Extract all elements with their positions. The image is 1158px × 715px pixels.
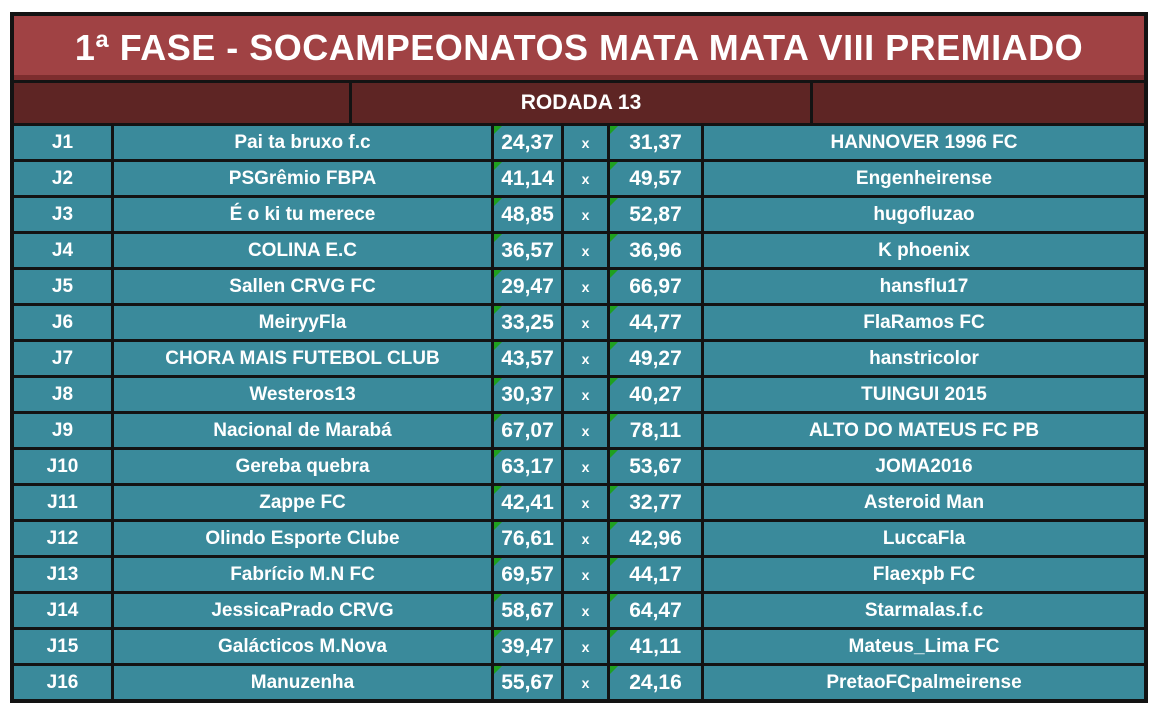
cell-error-triangle-icon [610, 270, 618, 278]
away-score: 36,96 [629, 238, 682, 262]
away-team-name: Engenheirense [704, 162, 1144, 195]
home-score-cell [494, 162, 561, 195]
home-team-name: Galácticos M.Nova [114, 630, 491, 663]
cell-error-triangle-icon [494, 234, 502, 242]
match-id: J4 [14, 234, 111, 267]
match-id: J6 [14, 306, 111, 339]
away-score: 53,67 [629, 454, 682, 478]
match-id: J1 [14, 126, 111, 159]
home-score-cell [494, 594, 561, 627]
tournament-title: 1ª FASE - SOCAMPEONATOS MATA MATA VIII PREMIADO [14, 16, 1144, 80]
versus-x-label: x [564, 198, 607, 231]
away-team-name: Starmalas.f.c [704, 594, 1144, 627]
home-score: 39,47 [501, 634, 554, 658]
cell-error-triangle-icon [494, 486, 502, 494]
away-score: 42,96 [629, 526, 682, 550]
cell-error-triangle-icon [610, 666, 618, 674]
home-score-cell [494, 558, 561, 591]
match-id: J7 [14, 342, 111, 375]
cell-error-triangle-icon [494, 126, 502, 134]
versus-x-label: x [564, 270, 607, 303]
away-team-name: TUINGUI 2015 [704, 378, 1144, 411]
home-score-cell [494, 126, 561, 159]
versus-x-label: x [564, 522, 607, 555]
home-team-name: JessicaPrado CRVG [114, 594, 491, 627]
match-row [14, 306, 1144, 339]
match-id: J16 [14, 666, 111, 699]
match-id: J11 [14, 486, 111, 519]
away-team-name: Asteroid Man [704, 486, 1144, 519]
home-score: 55,67 [501, 670, 554, 694]
home-score-cell [494, 666, 561, 699]
cell-error-triangle-icon [494, 630, 502, 638]
away-score: 49,57 [629, 166, 682, 190]
home-score-cell [494, 450, 561, 483]
away-team-name: JOMA2016 [704, 450, 1144, 483]
cell-error-triangle-icon [610, 306, 618, 314]
cell-error-triangle-icon [494, 306, 502, 314]
versus-x-label: x [564, 306, 607, 339]
match-row [14, 378, 1144, 411]
cell-error-triangle-icon [494, 198, 502, 206]
match-row [14, 342, 1144, 375]
away-score: 44,17 [629, 562, 682, 586]
home-team-name: Westeros13 [114, 378, 491, 411]
versus-x-label: x [564, 414, 607, 447]
home-team-name: CHORA MAIS FUTEBOL CLUB [114, 342, 491, 375]
cell-error-triangle-icon [610, 558, 618, 566]
match-row [14, 522, 1144, 555]
home-team-name: PSGrêmio FBPA [114, 162, 491, 195]
cell-error-triangle-icon [494, 270, 502, 278]
round-row-right-spacer [813, 83, 1144, 123]
versus-x-label: x [564, 378, 607, 411]
home-score-cell [494, 342, 561, 375]
away-score-cell [610, 666, 701, 699]
match-id: J14 [14, 594, 111, 627]
away-team-name: ALTO DO MATEUS FC PB [704, 414, 1144, 447]
away-team-name: K phoenix [704, 234, 1144, 267]
home-score-cell [494, 306, 561, 339]
home-score-cell [494, 270, 561, 303]
cell-error-triangle-icon [610, 378, 618, 386]
home-score-cell [494, 522, 561, 555]
match-row [14, 450, 1144, 483]
away-score-cell [610, 450, 701, 483]
round-row-left-spacer [14, 83, 349, 123]
versus-x-label: x [564, 234, 607, 267]
versus-x-label: x [564, 450, 607, 483]
match-row [14, 198, 1144, 231]
away-score: 49,27 [629, 346, 682, 370]
cell-error-triangle-icon [494, 594, 502, 602]
versus-x-label: x [564, 666, 607, 699]
away-score: 78,11 [629, 418, 682, 442]
away-score-cell [610, 306, 701, 339]
away-score-cell [610, 126, 701, 159]
bracket-table [10, 12, 1148, 703]
home-score: 76,61 [501, 526, 554, 550]
match-row [14, 630, 1144, 663]
match-row [14, 558, 1144, 591]
home-team-name: É o ki tu merece [114, 198, 491, 231]
away-score-cell [610, 378, 701, 411]
home-team-name: Fabrício M.N FC [114, 558, 491, 591]
match-id: J3 [14, 198, 111, 231]
away-team-name: Flaexpb FC [704, 558, 1144, 591]
match-row [14, 486, 1144, 519]
cell-error-triangle-icon [610, 234, 618, 242]
home-team-name: Olindo Esporte Clube [114, 522, 491, 555]
cell-error-triangle-icon [494, 378, 502, 386]
home-score: 63,17 [501, 454, 554, 478]
home-score-cell [494, 486, 561, 519]
versus-x-label: x [564, 630, 607, 663]
away-team-name: Mateus_Lima FC [704, 630, 1144, 663]
away-team-name: HANNOVER 1996 FC [704, 126, 1144, 159]
match-id: J15 [14, 630, 111, 663]
versus-x-label: x [564, 126, 607, 159]
away-score-cell [610, 522, 701, 555]
home-team-name: COLINA E.C [114, 234, 491, 267]
match-row [14, 270, 1144, 303]
versus-x-label: x [564, 486, 607, 519]
away-team-name: PretaoFCpalmeirense [704, 666, 1144, 699]
match-row [14, 234, 1144, 267]
cell-error-triangle-icon [610, 342, 618, 350]
cell-error-triangle-icon [610, 450, 618, 458]
home-score: 30,37 [501, 382, 554, 406]
home-score: 58,67 [501, 598, 554, 622]
cell-error-triangle-icon [610, 414, 618, 422]
versus-x-label: x [564, 594, 607, 627]
round-row [14, 83, 1144, 123]
versus-x-label: x [564, 558, 607, 591]
home-score: 33,25 [501, 310, 554, 334]
home-team-name: Manuzenha [114, 666, 491, 699]
away-score-cell [610, 486, 701, 519]
match-row [14, 162, 1144, 195]
away-score: 31,37 [629, 130, 682, 154]
away-score-cell [610, 414, 701, 447]
home-score-cell [494, 378, 561, 411]
home-score: 43,57 [501, 346, 554, 370]
away-score-cell [610, 270, 701, 303]
away-score: 44,77 [629, 310, 682, 334]
cell-error-triangle-icon [610, 594, 618, 602]
cell-error-triangle-icon [610, 630, 618, 638]
versus-x-label: x [564, 162, 607, 195]
home-score: 48,85 [501, 202, 554, 226]
away-team-name: FlaRamos FC [704, 306, 1144, 339]
away-score: 52,87 [629, 202, 682, 226]
match-id: J5 [14, 270, 111, 303]
home-team-name: Sallen CRVG FC [114, 270, 491, 303]
cell-error-triangle-icon [610, 486, 618, 494]
away-score: 24,16 [629, 670, 682, 694]
cell-error-triangle-icon [494, 522, 502, 530]
home-score: 41,14 [501, 166, 554, 190]
away-score-cell [610, 234, 701, 267]
home-team-name: Zappe FC [114, 486, 491, 519]
away-score: 40,27 [629, 382, 682, 406]
cell-error-triangle-icon [494, 342, 502, 350]
match-row [14, 666, 1144, 699]
away-team-name: LuccaFla [704, 522, 1144, 555]
away-score-cell [610, 630, 701, 663]
away-score: 64,47 [629, 598, 682, 622]
home-score: 67,07 [501, 418, 554, 442]
cell-error-triangle-icon [494, 666, 502, 674]
away-team-name: hanstricolor [704, 342, 1144, 375]
home-team-name: Nacional de Marabá [114, 414, 491, 447]
round-label: RODADA 13 [352, 83, 810, 123]
away-score-cell [610, 594, 701, 627]
match-id: J13 [14, 558, 111, 591]
away-team-name: hansflu17 [704, 270, 1144, 303]
cell-error-triangle-icon [494, 414, 502, 422]
cell-error-triangle-icon [494, 450, 502, 458]
home-team-name: Pai ta bruxo f.c [114, 126, 491, 159]
home-score-cell [494, 234, 561, 267]
away-score-cell [610, 162, 701, 195]
home-team-name: MeiryyFla [114, 306, 491, 339]
away-score-cell [610, 198, 701, 231]
away-score: 32,77 [629, 490, 682, 514]
away-team-name: hugofluzao [704, 198, 1144, 231]
match-id: J2 [14, 162, 111, 195]
home-score: 24,37 [501, 130, 554, 154]
home-score: 29,47 [501, 274, 554, 298]
match-row [14, 126, 1144, 159]
away-score: 41,11 [629, 634, 682, 658]
match-id: J8 [14, 378, 111, 411]
match-id: J9 [14, 414, 111, 447]
home-score-cell [494, 414, 561, 447]
home-team-name: Gereba quebra [114, 450, 491, 483]
match-row [14, 594, 1144, 627]
match-id: J12 [14, 522, 111, 555]
cell-error-triangle-icon [610, 162, 618, 170]
away-score: 66,97 [629, 274, 682, 298]
away-score-cell [610, 342, 701, 375]
cell-error-triangle-icon [610, 522, 618, 530]
versus-x-label: x [564, 342, 607, 375]
home-score: 69,57 [501, 562, 554, 586]
matches-body [14, 126, 1144, 699]
match-row [14, 414, 1144, 447]
cell-error-triangle-icon [494, 162, 502, 170]
home-score: 42,41 [501, 490, 554, 514]
away-score-cell [610, 558, 701, 591]
home-score-cell [494, 198, 561, 231]
cell-error-triangle-icon [610, 126, 618, 134]
cell-error-triangle-icon [494, 558, 502, 566]
match-id: J10 [14, 450, 111, 483]
cell-error-triangle-icon [610, 198, 618, 206]
home-score-cell [494, 630, 561, 663]
home-score: 36,57 [501, 238, 554, 262]
